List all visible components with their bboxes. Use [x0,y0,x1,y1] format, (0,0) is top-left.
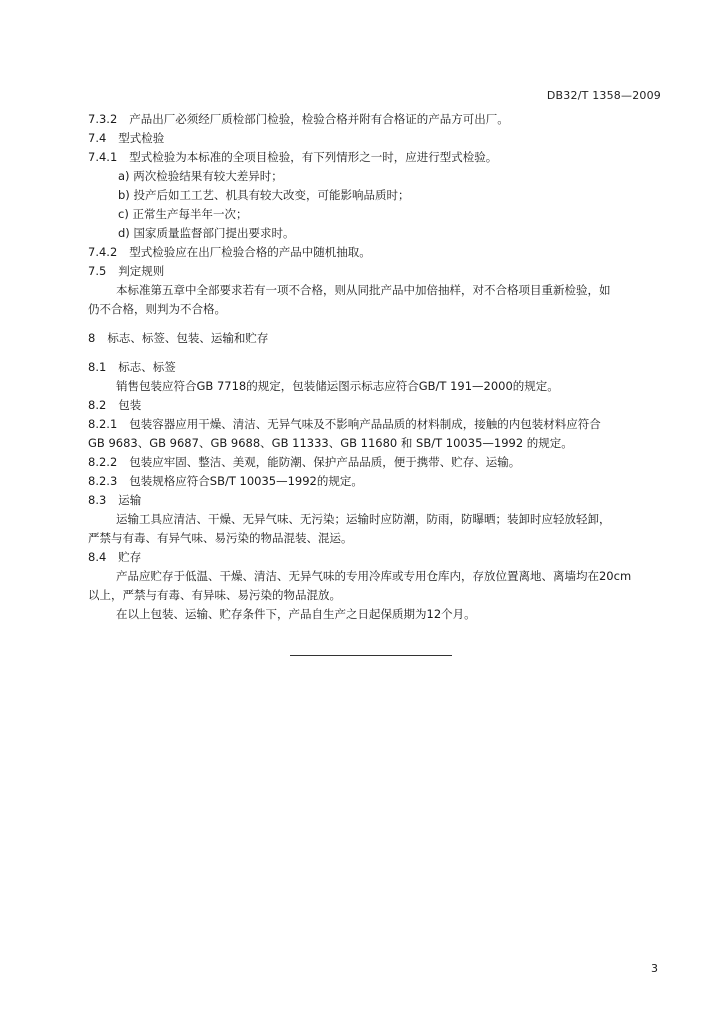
clause-8-2-1: 8.2.1 包装容器应用干燥、清洁、无异气味及不影响产品品质的材料制成，接触的内包装材料应符合 [88,417,601,431]
section-8-heading: 8 标志、标签、包装、运输和贮存 [88,331,269,345]
list-item-a: a) 两次检验结果有较大差异时； [118,169,283,183]
clause-8-2-heading: 8.2 包装 [88,398,142,412]
document-code: DB32/T 1358—2009 [546,89,661,102]
list-item-c: c) 正常生产每半年一次； [118,207,248,221]
clause-7-4-2: 7.4.2 型式检验应在出厂检验合格的产品中随机抽取。 [88,245,371,259]
clause-8-4-heading: 8.4 贮存 [88,550,142,564]
document-body [88,110,660,624]
paragraph-line: 以上，严禁与有毒、有异味、易污染的物品混放。 [88,588,341,602]
clause-7-4-1: 7.4.1 型式检验为本标准的全项目检验，有下列情形之一时，应进行型式检验。 [88,150,498,164]
clause-7-4-heading: 7.4 型式检验 [88,131,165,145]
paragraph-line: 销售包装应符合GB 7718的规定，包装储运图示标志应符合GB/T 191—2000的规定。 [116,379,559,393]
end-separator-line [290,655,452,656]
clause-8-1-heading: 8.1 标志、标签 [88,360,176,374]
clause-8-2-2: 8.2.2 包装应牢固、整洁、美观，能防潮、保护产品品质，便于携带、贮存、运输。 [88,455,521,469]
paragraph-line: GB 9683、GB 9687、GB 9688、GB 11333、GB 11680 和 SB/T 10035—1992 的规定。 [88,436,573,450]
paragraph-line: 产品应贮存于低温、干燥、清洁、无异气味的专用冷库或专用仓库内，存放位置离地、离墙均在20cm [116,569,632,583]
paragraph-line: 本标准第五章中全部要求若有一项不合格，则从同批产品中加倍抽样，对不合格项目重新检验，如 [116,283,611,297]
paragraph-line: 严禁与有毒、有异气味、易污染的物品混装、混运。 [88,531,353,545]
paragraph-line: 仍不合格，则判为不合格。 [88,302,226,316]
list-item-d: d) 国家质量监督部门提出要求时。 [118,226,295,240]
paragraph-line: 运输工具应清洁、干燥、无异气味、无污染；运输时应防潮，防雨，防曝晒；装卸时应轻放轻卸， [116,512,611,526]
clause-8-2-3: 8.2.3 包装规格应符合SB/T 10035—1992的规定。 [88,474,363,488]
paragraph-line: 在以上包装、运输、贮存条件下，产品自生产之日起保质期为12个月。 [116,607,476,621]
list-item-b: b) 投产后如工工艺、机具有较大改变，可能影响品质时； [118,188,410,202]
page-number: 3 [651,962,658,975]
clause-7-3-2: 7.3.2 产品出厂必须经厂质检部门检验，检验合格并附有合格证的产品方可出厂。 [88,112,509,126]
clause-7-5-heading: 7.5 判定规则 [88,264,165,278]
clause-8-3-heading: 8.3 运输 [88,493,142,507]
